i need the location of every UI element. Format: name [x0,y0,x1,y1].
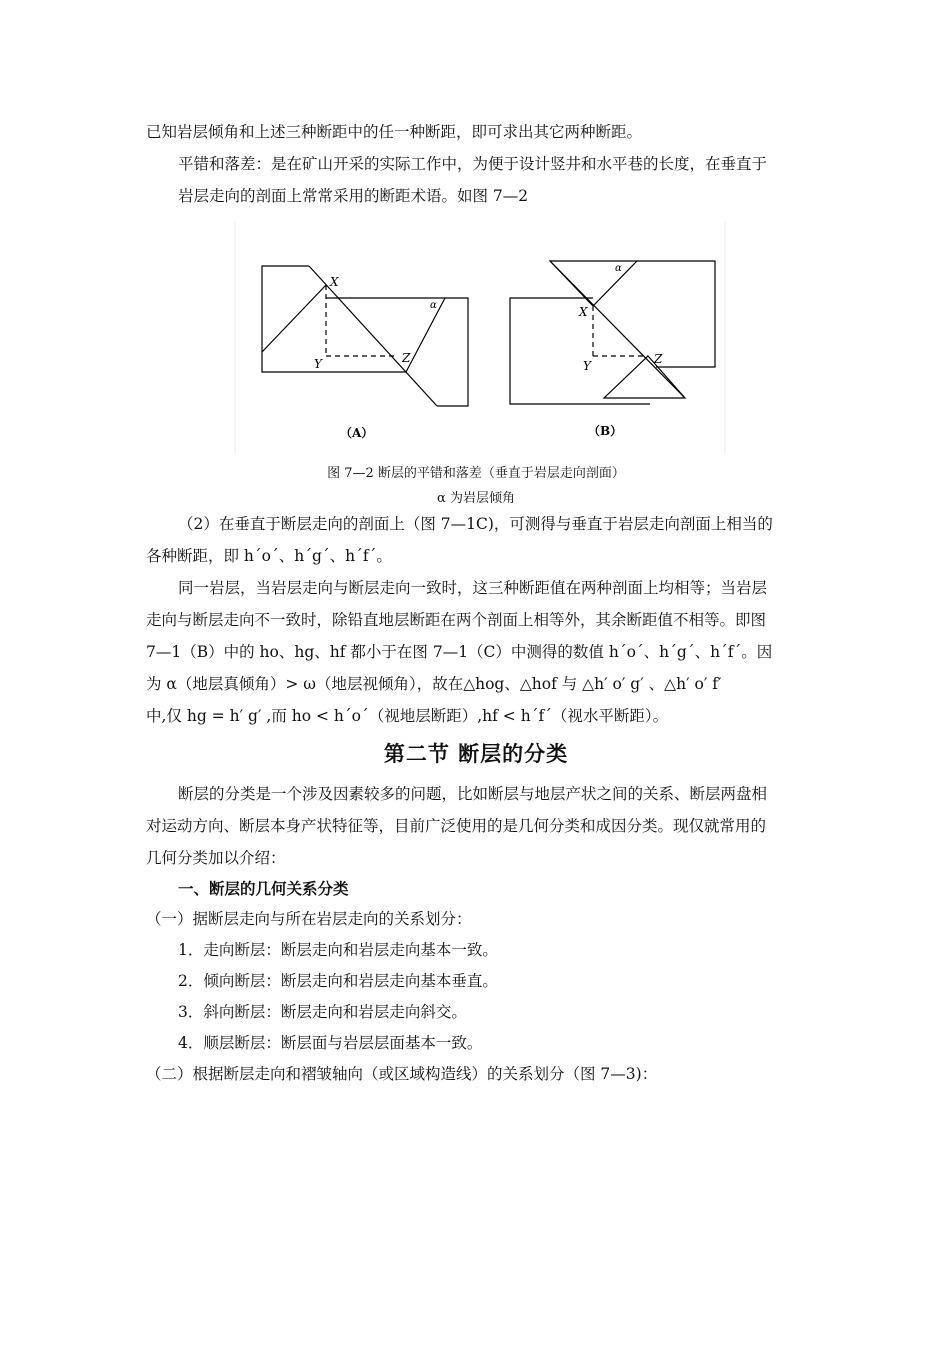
figure-caption: 图 7—2 断层的平错和落差（垂直于岩层走向剖面） [327,466,625,481]
paragraph-2-line-2: 各种断距，即 h´o´、h´g´、h´f´。 [146,547,392,565]
paragraph-1-line-2: 平错和落差：是在矿山开采的实际工作中，为便于设计竖井和水平巷的长度，在垂直于 [178,155,768,173]
section-title: 第二节 断层的分类 [383,742,569,766]
paragraph-2-line-1: （2）在垂直于断层走向的剖面上（图 7—1C)，可测得与垂直于岩层走向剖面上相当的 [178,515,773,533]
diagram-b [510,261,715,404]
diagram-b-bottom-triangle [604,356,685,398]
paragraph-3-line-1: 同一岩层，当岩层走向与断层走向一致时，这三种断距值在两种剖面上均相等；当岩层 [178,579,768,597]
diagram-a-bed-lower [406,298,445,372]
diagram-b-alpha: α [615,263,622,274]
diagram-a-fault-line [309,266,437,406]
diagram-b-right-block [637,261,715,367]
paragraph-3-line-5: 中,仅 hg = h′ g′ ,而 ho < h´o´（视地层断距）,hf < h´f´（视水平断距）。 [146,707,669,725]
classification-1-heading: （一）据断层走向与所在岩层走向的关系划分： [146,910,472,928]
paragraph-3-line-3: 7—1（B）中的 ho、hg、hf 都小于在图 7—1（C）中测得的数值 h´o´、h´g´、h´f´。因 [146,643,773,661]
subsection-title: 一、断层的几何关系分类 [178,880,349,898]
paragraph-1-line-3: 岩层走向的剖面上常常采用的断距术语。如图 7—2 [178,187,529,205]
diagram-a-point-x: X [330,275,339,289]
classification-item: 2．倾向断层：断层走向和岩层走向基本垂直。 [178,972,498,990]
paragraph-1-line-1: 已知岩层倾角和上述三种断距中的任一种断距，即可求出其它两种断距。 [146,123,643,141]
classification-2-heading: （二）根据断层走向和褶皱轴向（或区域构造线）的关系划分（图 7—3)： [146,1065,658,1083]
paragraph-4-line-1: 断层的分类是一个涉及因素较多的问题，比如断层与地层产状之间的关系、断层两盘相 [178,785,768,803]
classification-item: 1．走向断层：断层走向和岩层走向基本一致。 [178,941,498,959]
classification-item: 3．斜向断层：断层走向和岩层走向斜交。 [178,1003,467,1021]
diagram-a-point-y: Y [314,357,322,371]
classification-item: 4．顺层断层：断层面与岩层层面基本一致。 [178,1034,483,1052]
diagram-b-label: （B） [588,424,623,438]
diagram-a-alpha: α [430,300,437,311]
diagram-b-point-z: Z [654,352,663,366]
figure-7-2 [230,218,730,458]
figure-subcaption: α 为岩层倾角 [437,491,515,506]
diagram-b-point-y: Y [583,359,591,373]
diagram-b-point-x: X [579,305,588,319]
fault-diagram [230,218,730,458]
paragraph-4-line-3: 几何分类加以介绍： [146,849,286,867]
diagram-a-point-z: Z [402,351,411,365]
diagram-b-top-triangle [550,261,637,306]
diagram-a-bed-upper [262,285,326,352]
diagram-a-label: （A） [340,426,374,440]
paragraph-3-line-4: 为 α（地层真倾角）> ω（地层视倾角），故在△hog、△hof 与 △h′ o′ g′ 、△h′ o′ f′ [146,675,722,693]
diagram-a [262,266,468,406]
diagram-a-right-block [326,298,468,406]
paragraph-4-line-2: 对运动方向、断层本身产状特征等，目前广泛使用的是几何分类和成因分类。现仅就常用的 [146,817,767,835]
paragraph-3-line-2: 走向与断层走向不一致时，除铅直地层断距在两个剖面上相等外，其余断距值不相等。即图 [146,611,767,629]
